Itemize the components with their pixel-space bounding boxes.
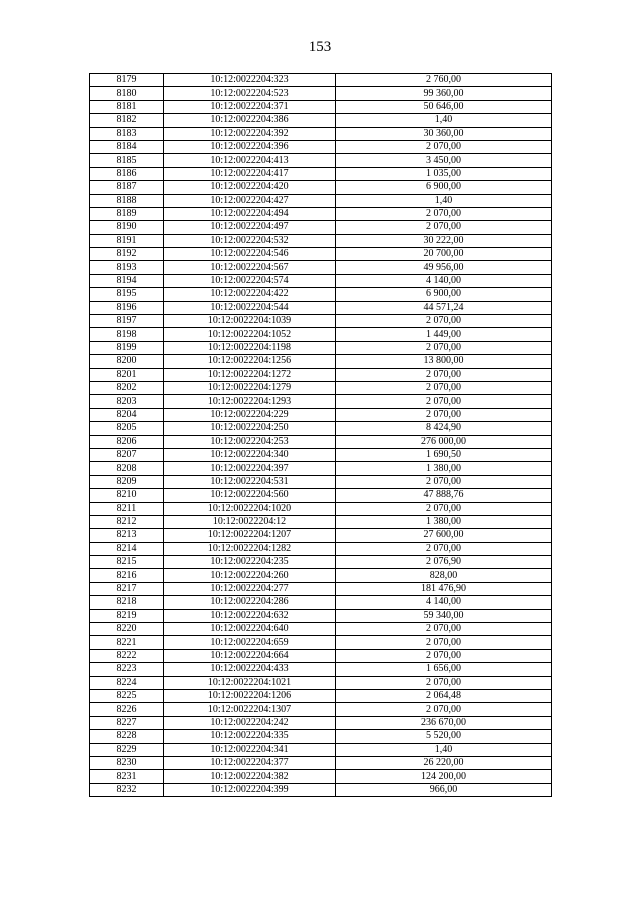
cadastral-number-cell: 10:12:0022204:235 xyxy=(164,556,336,569)
table-row xyxy=(90,194,552,207)
cadastral-number-cell: 10:12:0022204:574 xyxy=(164,274,336,287)
cadastral-number-cell: 10:12:0022204:1282 xyxy=(164,542,336,555)
row-number-cell: 8215 xyxy=(90,556,164,569)
value-cell: 44 571,24 xyxy=(336,301,552,314)
cadastral-number-cell: 10:12:0022204:1207 xyxy=(164,529,336,542)
row-number-cell: 8184 xyxy=(90,140,164,153)
table-row xyxy=(90,87,552,100)
table-row xyxy=(90,368,552,381)
value-cell: 2 070,00 xyxy=(336,395,552,408)
cadastral-number-cell: 10:12:0022204:250 xyxy=(164,422,336,435)
value-cell: 2 070,00 xyxy=(336,408,552,421)
table-row xyxy=(90,435,552,448)
value-cell: 2 070,00 xyxy=(336,636,552,649)
value-cell: 8 424,90 xyxy=(336,422,552,435)
value-cell: 2 070,00 xyxy=(336,221,552,234)
row-number-cell: 8212 xyxy=(90,515,164,528)
cadastral-number-cell: 10:12:0022204:1021 xyxy=(164,676,336,689)
value-cell: 2 070,00 xyxy=(336,475,552,488)
table-row xyxy=(90,756,552,769)
cadastral-number-cell: 10:12:0022204:546 xyxy=(164,248,336,261)
value-cell: 1 449,00 xyxy=(336,328,552,341)
row-number-cell: 8199 xyxy=(90,341,164,354)
cadastral-number-cell: 10:12:0022204:433 xyxy=(164,663,336,676)
row-number-cell: 8197 xyxy=(90,315,164,328)
value-cell: 6 900,00 xyxy=(336,288,552,301)
row-number-cell: 8220 xyxy=(90,623,164,636)
cadastral-number-cell: 10:12:0022204:1198 xyxy=(164,341,336,354)
value-cell: 1,40 xyxy=(336,114,552,127)
table-row xyxy=(90,181,552,194)
table-row xyxy=(90,288,552,301)
table-row xyxy=(90,636,552,649)
cadastral-number-cell: 10:12:0022204:335 xyxy=(164,730,336,743)
value-cell: 4 140,00 xyxy=(336,596,552,609)
cadastral-number-cell: 10:12:0022204:422 xyxy=(164,288,336,301)
cadastral-value-table xyxy=(89,73,552,797)
table-row xyxy=(90,422,552,435)
value-cell: 27 600,00 xyxy=(336,529,552,542)
row-number-cell: 8187 xyxy=(90,181,164,194)
value-cell: 236 670,00 xyxy=(336,716,552,729)
cadastral-number-cell: 10:12:0022204:12 xyxy=(164,515,336,528)
value-cell: 2 760,00 xyxy=(336,74,552,87)
value-cell: 966,00 xyxy=(336,783,552,796)
row-number-cell: 8209 xyxy=(90,475,164,488)
value-cell: 49 956,00 xyxy=(336,261,552,274)
cadastral-number-cell: 10:12:0022204:531 xyxy=(164,475,336,488)
table-row xyxy=(90,502,552,515)
cadastral-number-cell: 10:12:0022204:640 xyxy=(164,623,336,636)
row-number-cell: 8211 xyxy=(90,502,164,515)
row-number-cell: 8210 xyxy=(90,489,164,502)
value-cell: 2 070,00 xyxy=(336,315,552,328)
cadastral-number-cell: 10:12:0022204:277 xyxy=(164,582,336,595)
table-row xyxy=(90,542,552,555)
row-number-cell: 8216 xyxy=(90,569,164,582)
row-number-cell: 8198 xyxy=(90,328,164,341)
cadastral-number-cell: 10:12:0022204:1307 xyxy=(164,703,336,716)
value-cell: 5 520,00 xyxy=(336,730,552,743)
cadastral-number-cell: 10:12:0022204:1020 xyxy=(164,502,336,515)
row-number-cell: 8186 xyxy=(90,167,164,180)
row-number-cell: 8201 xyxy=(90,368,164,381)
cadastral-number-cell: 10:12:0022204:371 xyxy=(164,100,336,113)
cadastral-number-cell: 10:12:0022204:427 xyxy=(164,194,336,207)
table-row xyxy=(90,515,552,528)
cadastral-number-cell: 10:12:0022204:397 xyxy=(164,462,336,475)
cadastral-number-cell: 10:12:0022204:396 xyxy=(164,140,336,153)
table-row xyxy=(90,663,552,676)
row-number-cell: 8219 xyxy=(90,609,164,622)
table-row xyxy=(90,221,552,234)
table-row xyxy=(90,355,552,368)
row-number-cell: 8230 xyxy=(90,756,164,769)
table-row xyxy=(90,341,552,354)
row-number-cell: 8218 xyxy=(90,596,164,609)
cadastral-number-cell: 10:12:0022204:1272 xyxy=(164,368,336,381)
row-number-cell: 8214 xyxy=(90,542,164,555)
row-number-cell: 8204 xyxy=(90,408,164,421)
cadastral-number-cell: 10:12:0022204:399 xyxy=(164,783,336,796)
cadastral-number-cell: 10:12:0022204:664 xyxy=(164,649,336,662)
value-cell: 1,40 xyxy=(336,743,552,756)
table-row xyxy=(90,475,552,488)
value-cell: 2 070,00 xyxy=(336,341,552,354)
row-number-cell: 8226 xyxy=(90,703,164,716)
value-cell: 30 222,00 xyxy=(336,234,552,247)
value-cell: 1,40 xyxy=(336,194,552,207)
cadastral-number-cell: 10:12:0022204:494 xyxy=(164,207,336,220)
row-number-cell: 8183 xyxy=(90,127,164,140)
value-cell: 2 076,90 xyxy=(336,556,552,569)
value-cell: 181 476,90 xyxy=(336,582,552,595)
value-cell: 47 888,76 xyxy=(336,489,552,502)
table-row xyxy=(90,489,552,502)
table-row xyxy=(90,234,552,247)
table-row xyxy=(90,569,552,582)
table-row xyxy=(90,703,552,716)
row-number-cell: 8189 xyxy=(90,207,164,220)
row-number-cell: 8194 xyxy=(90,274,164,287)
value-cell: 50 646,00 xyxy=(336,100,552,113)
row-number-cell: 8228 xyxy=(90,730,164,743)
table-row xyxy=(90,248,552,261)
row-number-cell: 8195 xyxy=(90,288,164,301)
value-cell: 1 380,00 xyxy=(336,462,552,475)
table-row xyxy=(90,381,552,394)
row-number-cell: 8224 xyxy=(90,676,164,689)
cadastral-number-cell: 10:12:0022204:532 xyxy=(164,234,336,247)
row-number-cell: 8221 xyxy=(90,636,164,649)
cadastral-number-cell: 10:12:0022204:1256 xyxy=(164,355,336,368)
value-cell: 1 690,50 xyxy=(336,448,552,461)
row-number-cell: 8227 xyxy=(90,716,164,729)
row-number-cell: 8206 xyxy=(90,435,164,448)
table-row xyxy=(90,315,552,328)
row-number-cell: 8232 xyxy=(90,783,164,796)
cadastral-number-cell: 10:12:0022204:229 xyxy=(164,408,336,421)
table-row xyxy=(90,301,552,314)
row-number-cell: 8207 xyxy=(90,448,164,461)
cadastral-number-cell: 10:12:0022204:386 xyxy=(164,114,336,127)
cadastral-number-cell: 10:12:0022204:1293 xyxy=(164,395,336,408)
row-number-cell: 8213 xyxy=(90,529,164,542)
table-row xyxy=(90,743,552,756)
value-cell: 1 035,00 xyxy=(336,167,552,180)
table-row xyxy=(90,140,552,153)
table-row xyxy=(90,556,552,569)
table-row xyxy=(90,609,552,622)
row-number-cell: 8202 xyxy=(90,381,164,394)
cadastral-number-cell: 10:12:0022204:659 xyxy=(164,636,336,649)
cadastral-number-cell: 10:12:0022204:340 xyxy=(164,448,336,461)
cadastral-number-cell: 10:12:0022204:323 xyxy=(164,74,336,87)
value-cell: 2 070,00 xyxy=(336,703,552,716)
table-row xyxy=(90,154,552,167)
value-cell: 2 070,00 xyxy=(336,676,552,689)
row-number-cell: 8182 xyxy=(90,114,164,127)
cadastral-number-cell: 10:12:0022204:544 xyxy=(164,301,336,314)
value-cell: 2 070,00 xyxy=(336,207,552,220)
value-cell: 2 070,00 xyxy=(336,502,552,515)
row-number-cell: 8180 xyxy=(90,87,164,100)
value-cell: 124 200,00 xyxy=(336,770,552,783)
cadastral-number-cell: 10:12:0022204:242 xyxy=(164,716,336,729)
table-row xyxy=(90,127,552,140)
row-number-cell: 8179 xyxy=(90,74,164,87)
row-number-cell: 8192 xyxy=(90,248,164,261)
page-number: 153 xyxy=(308,39,332,55)
value-cell: 99 360,00 xyxy=(336,87,552,100)
row-number-cell: 8223 xyxy=(90,663,164,676)
cadastral-number-cell: 10:12:0022204:286 xyxy=(164,596,336,609)
table-row xyxy=(90,207,552,220)
value-cell: 1 380,00 xyxy=(336,515,552,528)
cadastral-number-cell: 10:12:0022204:497 xyxy=(164,221,336,234)
cadastral-number-cell: 10:12:0022204:523 xyxy=(164,87,336,100)
table-row xyxy=(90,783,552,796)
cadastral-number-cell: 10:12:0022204:1279 xyxy=(164,381,336,394)
row-number-cell: 8222 xyxy=(90,649,164,662)
table-row xyxy=(90,328,552,341)
table-row xyxy=(90,529,552,542)
table-row xyxy=(90,649,552,662)
value-cell: 2 064,48 xyxy=(336,689,552,702)
row-number-cell: 8185 xyxy=(90,154,164,167)
row-number-cell: 8203 xyxy=(90,395,164,408)
table-row xyxy=(90,261,552,274)
table-row xyxy=(90,395,552,408)
table-row xyxy=(90,582,552,595)
value-cell: 4 140,00 xyxy=(336,274,552,287)
table-row xyxy=(90,596,552,609)
value-cell: 2 070,00 xyxy=(336,140,552,153)
table-row xyxy=(90,716,552,729)
cadastral-number-cell: 10:12:0022204:413 xyxy=(164,154,336,167)
row-number-cell: 8229 xyxy=(90,743,164,756)
row-number-cell: 8196 xyxy=(90,301,164,314)
value-cell: 2 070,00 xyxy=(336,368,552,381)
table-row xyxy=(90,676,552,689)
table-row xyxy=(90,770,552,783)
cadastral-number-cell: 10:12:0022204:253 xyxy=(164,435,336,448)
row-number-cell: 8191 xyxy=(90,234,164,247)
value-cell: 6 900,00 xyxy=(336,181,552,194)
table-row xyxy=(90,689,552,702)
value-cell: 276 000,00 xyxy=(336,435,552,448)
table-row xyxy=(90,114,552,127)
value-cell: 828,00 xyxy=(336,569,552,582)
value-cell: 2 070,00 xyxy=(336,381,552,394)
row-number-cell: 8225 xyxy=(90,689,164,702)
value-cell: 30 360,00 xyxy=(336,127,552,140)
table-row xyxy=(90,100,552,113)
value-cell: 26 220,00 xyxy=(336,756,552,769)
table-row xyxy=(90,730,552,743)
value-cell: 59 340,00 xyxy=(336,609,552,622)
cadastral-number-cell: 10:12:0022204:417 xyxy=(164,167,336,180)
cadastral-number-cell: 10:12:0022204:382 xyxy=(164,770,336,783)
table-row xyxy=(90,74,552,87)
row-number-cell: 8181 xyxy=(90,100,164,113)
table-body xyxy=(90,74,552,797)
value-cell: 2 070,00 xyxy=(336,649,552,662)
cadastral-number-cell: 10:12:0022204:377 xyxy=(164,756,336,769)
cadastral-number-cell: 10:12:0022204:1206 xyxy=(164,689,336,702)
cadastral-number-cell: 10:12:0022204:1052 xyxy=(164,328,336,341)
cadastral-number-cell: 10:12:0022204:392 xyxy=(164,127,336,140)
cadastral-number-cell: 10:12:0022204:341 xyxy=(164,743,336,756)
table-row xyxy=(90,448,552,461)
cadastral-number-cell: 10:12:0022204:560 xyxy=(164,489,336,502)
cadastral-number-cell: 10:12:0022204:1039 xyxy=(164,315,336,328)
row-number-cell: 8188 xyxy=(90,194,164,207)
cadastral-number-cell: 10:12:0022204:632 xyxy=(164,609,336,622)
cadastral-number-cell: 10:12:0022204:567 xyxy=(164,261,336,274)
row-number-cell: 8205 xyxy=(90,422,164,435)
row-number-cell: 8190 xyxy=(90,221,164,234)
row-number-cell: 8231 xyxy=(90,770,164,783)
table-row xyxy=(90,274,552,287)
row-number-cell: 8208 xyxy=(90,462,164,475)
table-row xyxy=(90,167,552,180)
value-cell: 13 800,00 xyxy=(336,355,552,368)
value-cell: 2 070,00 xyxy=(336,623,552,636)
table-row xyxy=(90,623,552,636)
row-number-cell: 8193 xyxy=(90,261,164,274)
row-number-cell: 8217 xyxy=(90,582,164,595)
value-cell: 20 700,00 xyxy=(336,248,552,261)
row-number-cell: 8200 xyxy=(90,355,164,368)
value-cell: 1 656,00 xyxy=(336,663,552,676)
cadastral-number-cell: 10:12:0022204:260 xyxy=(164,569,336,582)
table-row xyxy=(90,462,552,475)
cadastral-number-cell: 10:12:0022204:420 xyxy=(164,181,336,194)
value-cell: 2 070,00 xyxy=(336,542,552,555)
value-cell: 3 450,00 xyxy=(336,154,552,167)
table-row xyxy=(90,408,552,421)
